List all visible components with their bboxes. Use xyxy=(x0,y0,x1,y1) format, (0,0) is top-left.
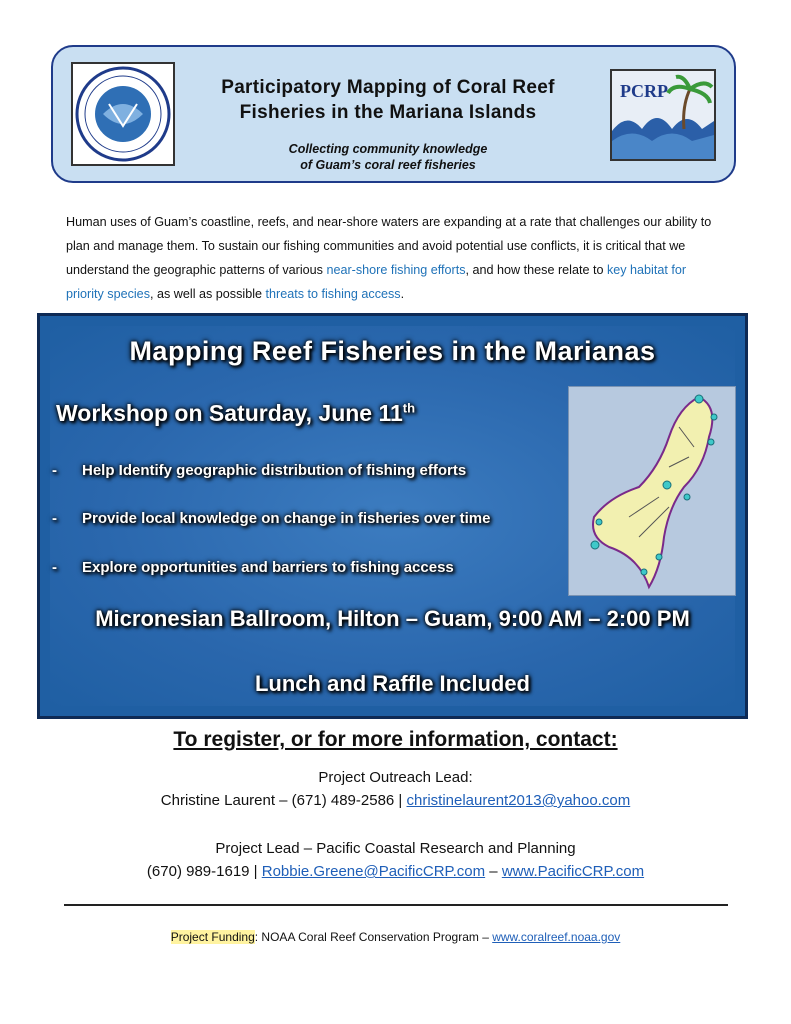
divider xyxy=(64,904,728,906)
outreach-contact: Christine Laurent – (671) 489-2586 | christinelaurent2013@yahoo.com xyxy=(160,792,631,809)
highlight-threats: threats to fishing access xyxy=(265,287,401,301)
list-item: - Provide local knowledge on change in fisheries over time xyxy=(52,510,491,527)
pcrp-logo xyxy=(610,69,716,161)
header-title: Participatory Mapping of Coral Reef Fisheries in the Mariana Islands xyxy=(221,77,555,123)
lead-label: Project Lead – Pacific Coastal Research and Planning xyxy=(215,840,576,857)
lead-email-link[interactable]: Robbie.Greene@PacificCRP.com xyxy=(261,863,486,880)
list-item: - Help Identify geographic distribution of fishing efforts xyxy=(52,462,467,479)
intro-paragraph: Human uses of Guam’s coastline, reefs, and near-shore waters are expanding at a rate that challenges our ability to plan and manage them. To sustain our fishing communities and avoid potential use conflicts, it is critical that we understand the geographic patterns of various near-shore fishing efforts, and how these relate to key habitat for priority species, as well as possible threats to fishing access. xyxy=(66,215,712,301)
contact-heading: To register, or for more information, contact: xyxy=(173,728,618,751)
outreach-email-link[interactable]: christinelaurent2013@yahoo.com xyxy=(406,792,631,809)
lead-contact: (670) 989-1619 | Robbie.Greene@PacificCRP.com – www.PacificCRP.com xyxy=(146,863,645,880)
highlight-key-habitat: key habitat for priority species xyxy=(66,263,687,301)
workshop-panel xyxy=(37,313,748,719)
guam-map-image xyxy=(568,386,736,596)
header-subtitle: Collecting community knowledge of Guam’s coral reef fisheries xyxy=(288,142,488,172)
pcrp-logo-text: PCRP xyxy=(620,81,668,101)
funding-line: Project Funding: NOAA Coral Reef Conservation Program – www.coralreef.noaa.gov xyxy=(170,930,621,944)
noaa-link[interactable]: www.coralreef.noaa.gov xyxy=(492,930,621,944)
venue-time: Micronesian Ballroom, Hilton – Guam, 9:00 AM – 2:00 PM xyxy=(95,606,690,631)
header-banner xyxy=(51,45,736,183)
lunch-raffle: Lunch and Raffle Included xyxy=(254,671,530,696)
lead-site-link[interactable]: www.PacificCRP.com xyxy=(501,863,645,880)
outreach-label: Project Outreach Lead: xyxy=(318,769,473,786)
workshop-date: Workshop on Saturday, June 11th xyxy=(56,400,416,426)
wpfmc-logo xyxy=(71,62,175,166)
funding-label: Project Funding xyxy=(170,930,255,944)
panel-title: Mapping Reef Fisheries in the Marianas xyxy=(129,336,656,366)
highlight-fishing-efforts: near-shore fishing efforts xyxy=(326,263,466,277)
list-item: - Explore opportunities and barriers to fishing access xyxy=(52,559,454,576)
